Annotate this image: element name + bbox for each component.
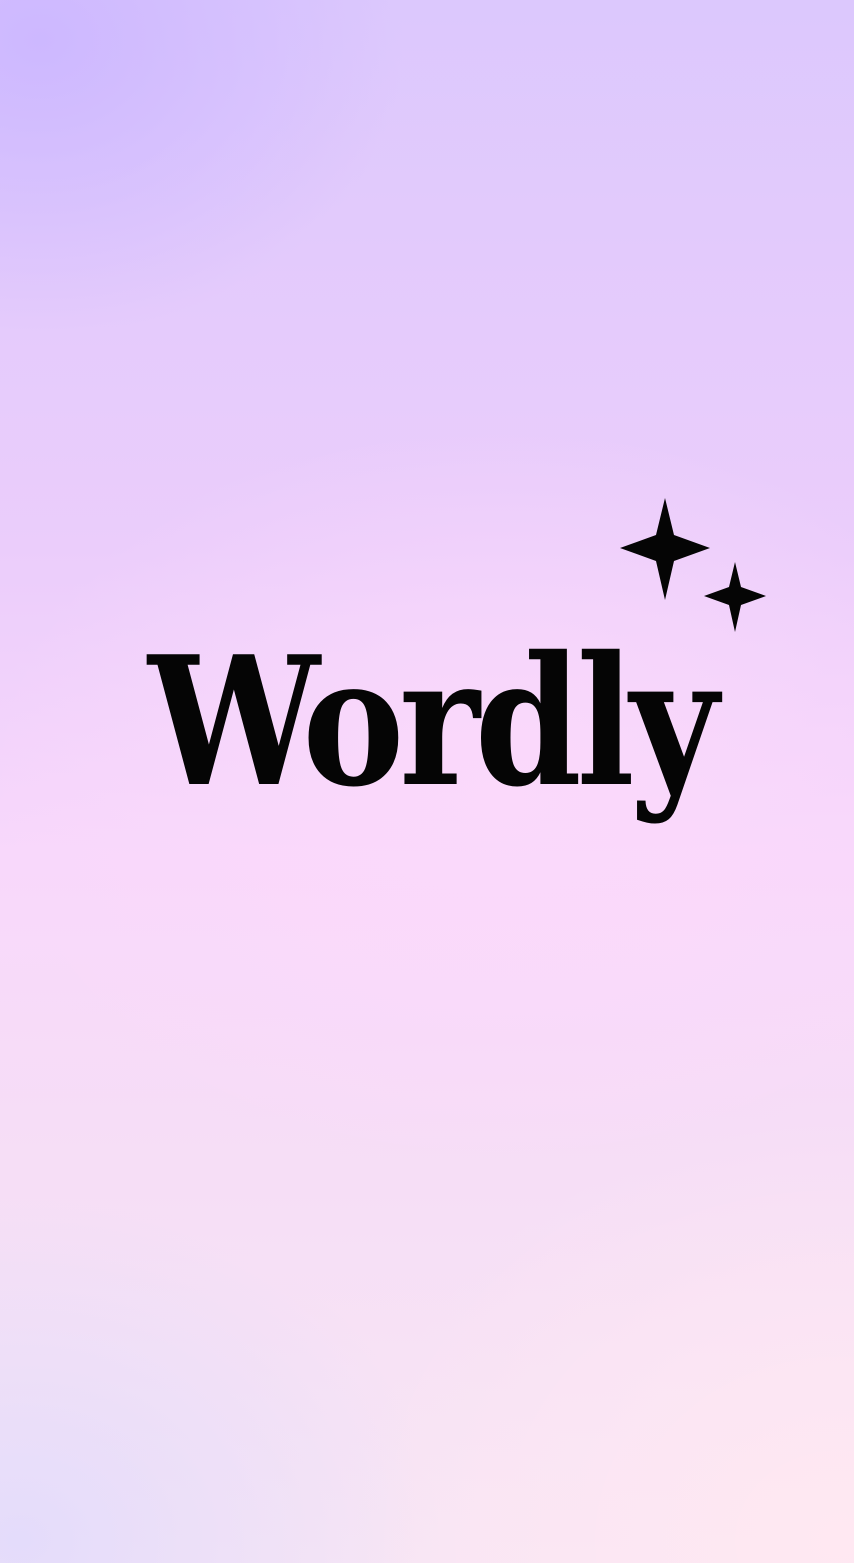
sparkle-icon [620,498,710,600]
sparkle-icon [704,562,766,632]
app-logo-wordmark: Wordly [148,617,714,826]
